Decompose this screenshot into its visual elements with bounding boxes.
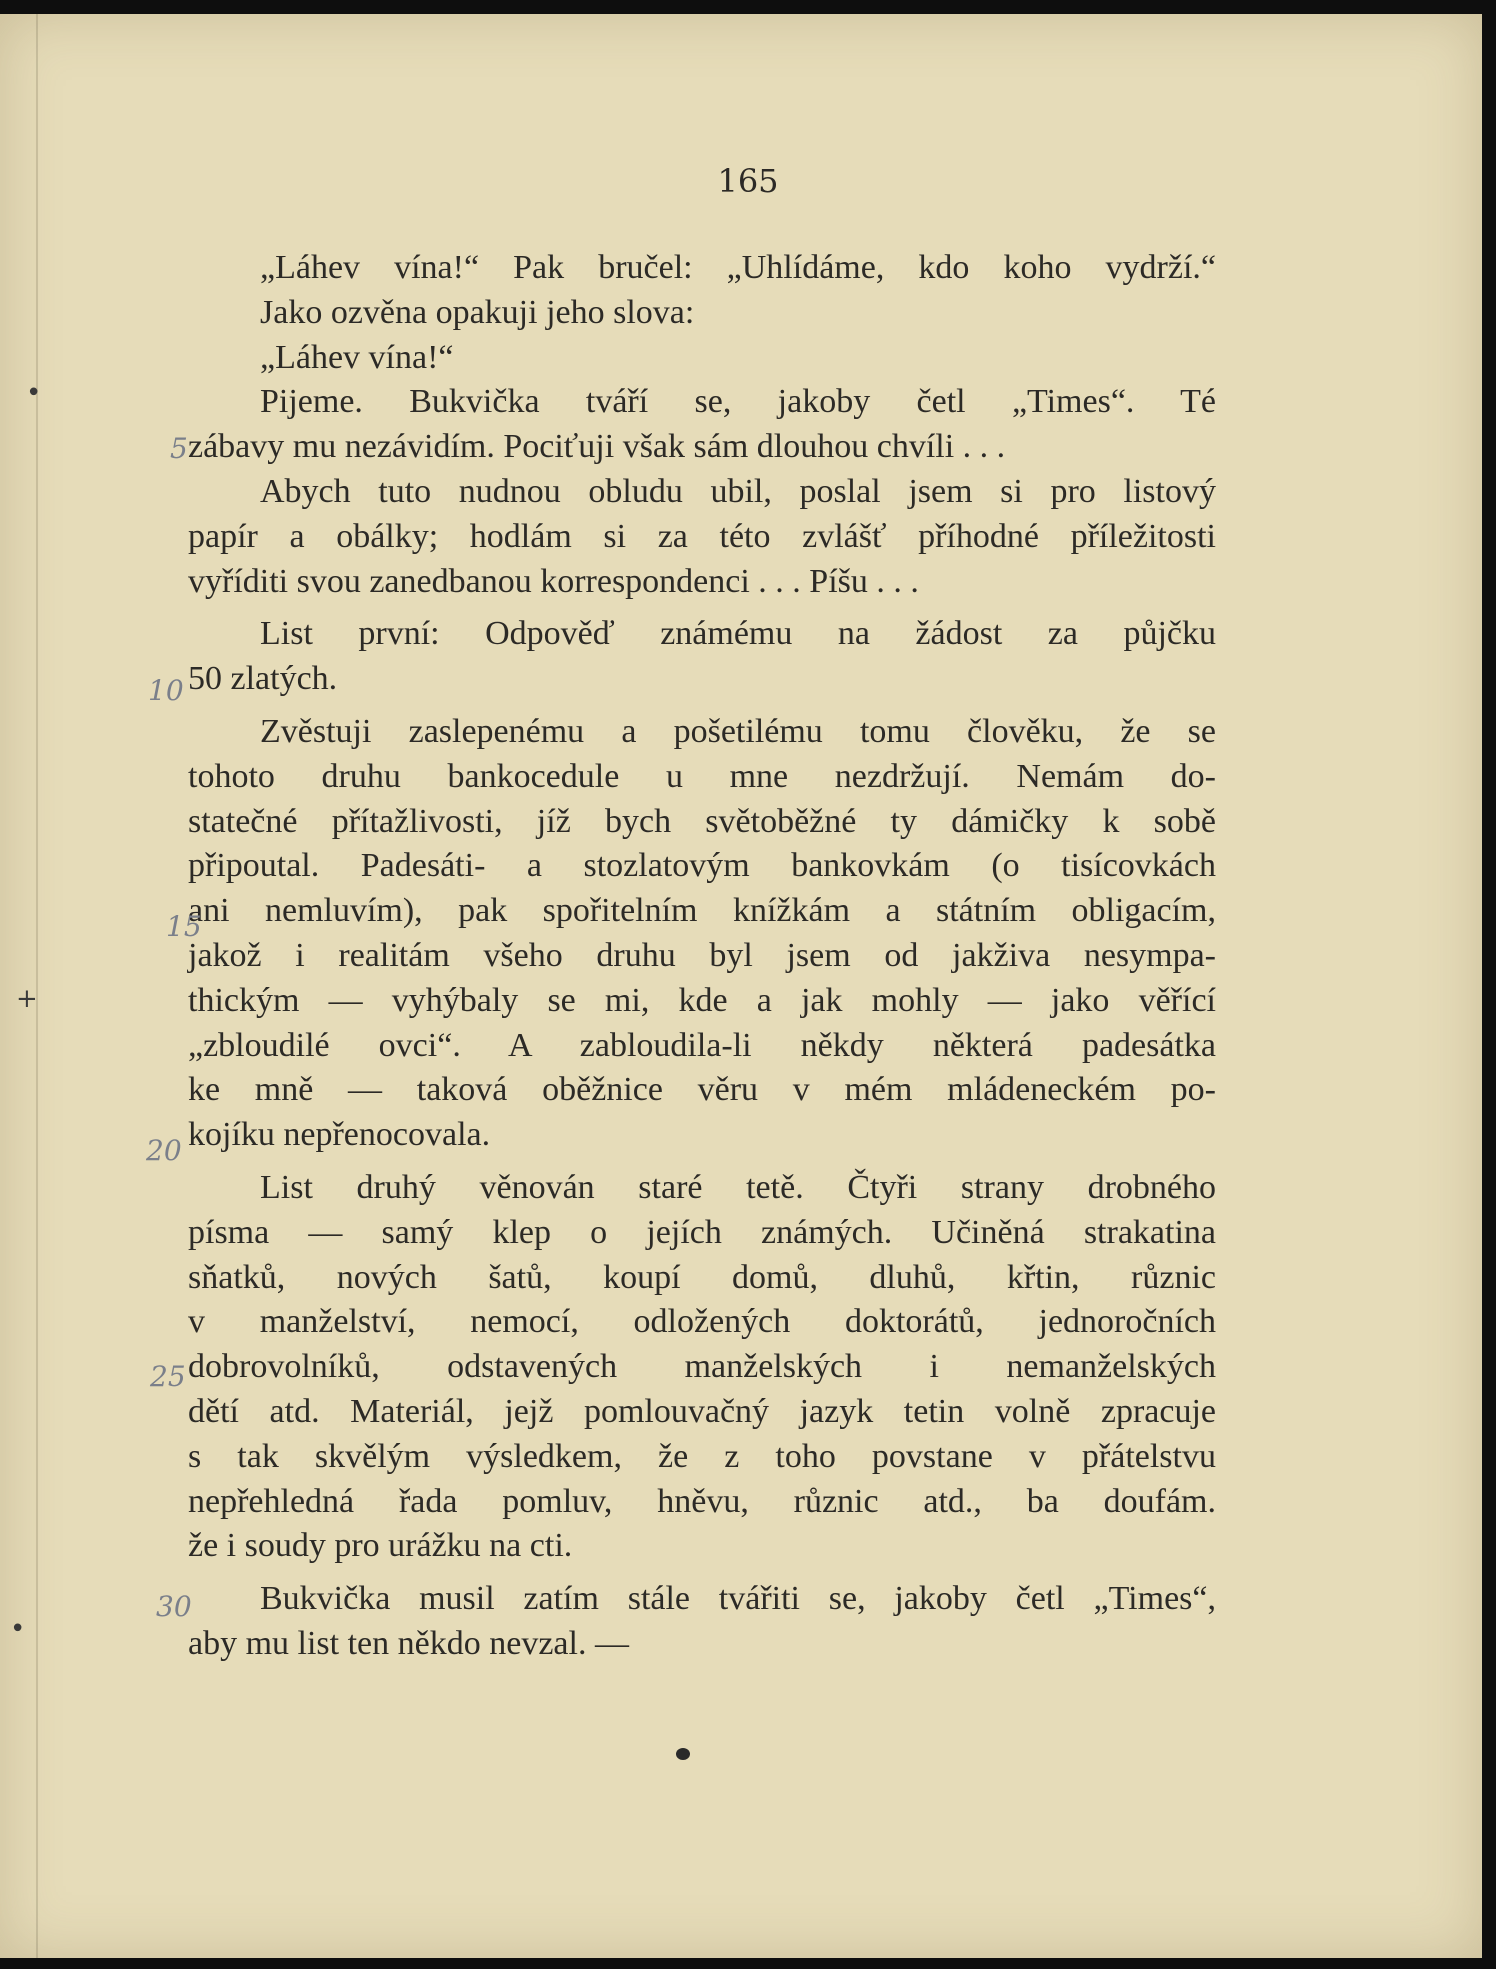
text-line: papír a obálky; hodlám si za této zvlášť příhodné příležitosti (188, 517, 1216, 555)
text-line: zábavy mu nezávidím. Pociťuji však sám dlouhou chvíli . . . (188, 428, 1006, 466)
ink-dot (676, 1748, 690, 1760)
text-line: sňatků, nových šatů, koupí domů, dluhů, křtin, různic (188, 1258, 1216, 1296)
text-line: připoutal. Padesáti- a stozlatovým bankovkám (o tisícovkách (188, 847, 1216, 885)
text-line: Zvěstuji zaslepenému a pošetilému tomu člověku, že se (260, 712, 1216, 750)
text-line: v manželství, nemocí, odložených doktorátů, jednoročních (188, 1303, 1216, 1341)
text-line: thickým — vyhýbaly se mi, kde a jak mohly — jako věřící (188, 981, 1216, 1019)
text-line: dobrovolníků, odstavených manželských i nemanželských (188, 1348, 1216, 1386)
book-page (0, 14, 1482, 1958)
text-line: Pijeme. Bukvička tváří se, jakoby četl „Times“. Té (260, 383, 1216, 421)
text-line: Abych tuto nudnou obludu ubil, poslal jsem si pro listový (260, 472, 1216, 510)
text-line: vyříditi svou zanedbanou korrespondenci . . . Píšu . . . (188, 562, 919, 600)
binding-mark: • (26, 378, 42, 408)
margin-note-5: 5 (170, 432, 188, 465)
text-line: kojíku nepřenocovala. (188, 1116, 491, 1154)
text-line: jakož i realitám všeho druhu byl jsem od jakživa nesympa- (188, 936, 1216, 974)
text-line: nepřehledná řada pomluv, hněvu, různic atd., ba doufám. (188, 1482, 1216, 1520)
text-line: že i soudy pro urážku na cti. (188, 1527, 573, 1565)
text-line: s tak skvělým výsledkem, že z toho povstane v přátelstvu (188, 1437, 1216, 1475)
margin-note-15: 15 (166, 910, 202, 943)
text-line: ke mně — taková oběžnice věru v mém mládeneckém po- (188, 1071, 1216, 1109)
text-line: „zbloudilé ovci“. A zabloudila-li někdy některá padesátka (188, 1026, 1216, 1064)
text-line: statečné přítažlivosti, jíž bych světoběžné ty dámičky k sobě (188, 802, 1216, 840)
margin-note-20: 20 (146, 1134, 182, 1167)
text-line: „Láhev vína!“ Pak bručel: „Uhlídáme, kdo koho vydrží.“ (260, 249, 1216, 286)
text-line: ani nemluvím), pak spořitelním knížkám a státním obligacím, (188, 892, 1216, 930)
binding-mark: • (10, 1614, 26, 1644)
body-text (188, 246, 1216, 1667)
text-line: aby mu list ten někdo nevzal. — (188, 1624, 629, 1662)
binding-mark: + (16, 984, 38, 1014)
text-line: Jako ozvěna opakuji jeho slova: (260, 293, 695, 331)
margin-note-30: 30 (156, 1590, 192, 1623)
text-line: písma — samý klep o jejích známých. Učiněná strakatina (188, 1213, 1216, 1251)
margin-note-10: 10 (148, 674, 184, 707)
text-line: List první: Odpověď známému na žádost za půjčku (260, 615, 1216, 653)
page-number: 165 (717, 162, 779, 200)
text-line: „Láhev vína!“ (260, 338, 454, 376)
text-line: 50 zlatých. (188, 660, 338, 698)
margin-note-25: 25 (150, 1360, 186, 1393)
text-line: Bukvička musil zatím stále tvářiti se, jakoby četl „Times“, (260, 1580, 1216, 1618)
text-line: dětí atd. Materiál, jejž pomlouvačný jazyk tetin volně zpracuje (188, 1392, 1216, 1430)
text-line: List druhý věnován staré tetě. Čtyři strany drobného (260, 1168, 1216, 1206)
text-line: tohoto druhu bankocedule u mne nezdržují. Nemám do- (188, 757, 1216, 795)
